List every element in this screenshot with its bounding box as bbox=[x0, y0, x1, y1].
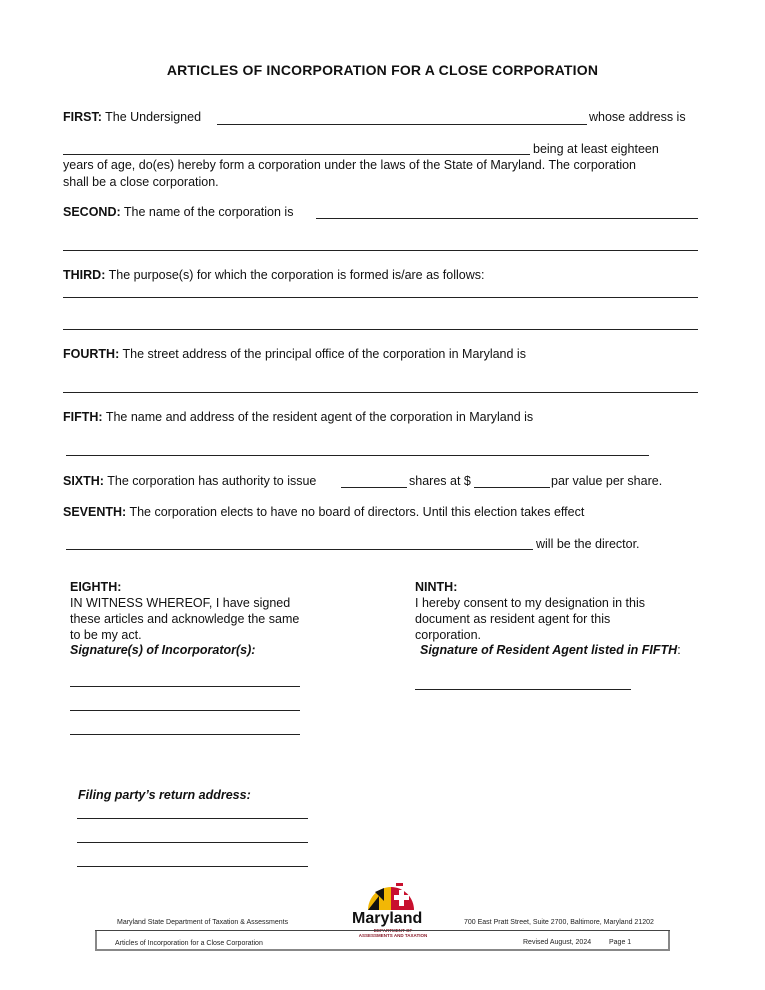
second-text: The name of the corporation is bbox=[123, 205, 294, 219]
footer-rule-top bbox=[95, 930, 670, 931]
return-address-line-3[interactable] bbox=[77, 866, 308, 867]
first-text-1: The Undersigned bbox=[105, 110, 202, 124]
purpose-line-1[interactable] bbox=[63, 297, 698, 298]
maryland-logo-text: Maryland bbox=[352, 910, 423, 927]
footer-rule-bottom bbox=[95, 949, 670, 951]
shares-count-line[interactable] bbox=[341, 487, 407, 488]
resident-agent-signature-label bbox=[420, 642, 681, 658]
sixth-clause bbox=[63, 473, 316, 489]
footer-department: Maryland State Department of Taxation & Assessments bbox=[117, 919, 289, 926]
logo-subtitle-2: ASSESSMENTS AND TAXATION bbox=[358, 933, 428, 938]
fourth-text: The street address of the principal office of the corporation in Maryland is bbox=[122, 347, 526, 361]
maryland-flag-logo bbox=[366, 876, 416, 912]
purpose-line-2[interactable] bbox=[63, 329, 698, 330]
second-label: SECOND: bbox=[63, 205, 121, 219]
eighth-line-2: these articles and acknowledge the same bbox=[70, 612, 300, 626]
sixth-text-3: par value per share. bbox=[551, 474, 663, 488]
corporation-name-line-2[interactable] bbox=[63, 250, 698, 251]
fifth-text: The name and address of the resident agent of the corporation in Maryland is bbox=[105, 410, 534, 424]
return-address-line-1[interactable] bbox=[77, 818, 308, 819]
footer-address: 700 East Pratt Street, Suite 2700, Baltimore, Maryland 21202 bbox=[464, 919, 654, 926]
first-text-3: being at least eighteen bbox=[533, 142, 659, 156]
filing-party-label: Filing party’s return address: bbox=[78, 788, 251, 802]
third-label: THIRD: bbox=[63, 268, 106, 282]
third-text: The purpose(s) for which the corporation is formed is/are as follows: bbox=[108, 268, 485, 282]
seventh-text-2: will be the director. bbox=[536, 537, 640, 551]
footer-form-name: Articles of Incorporation for a Close Corporation bbox=[115, 940, 263, 947]
eighth-line-3: to be my act. bbox=[70, 628, 142, 642]
fifth-clause bbox=[63, 409, 533, 425]
footer-rule-right bbox=[668, 931, 670, 949]
first-text-5: shall be a close corporation. bbox=[63, 175, 219, 189]
return-address-line-2[interactable] bbox=[77, 842, 308, 843]
fifth-label: FIFTH: bbox=[63, 410, 103, 424]
resident-agent-signature-text: Signature of Resident Agent listed in FIFTH bbox=[420, 643, 678, 657]
par-value-line[interactable] bbox=[474, 487, 550, 488]
footer-rule-left bbox=[95, 931, 97, 949]
third-clause bbox=[63, 267, 484, 283]
director-line[interactable] bbox=[66, 549, 533, 550]
ninth-label: NINTH: bbox=[415, 580, 458, 594]
incorporator-signature-label: Signature(s) of Incorporator(s): bbox=[70, 643, 256, 657]
footer-page-number: Page 1 bbox=[609, 939, 632, 946]
incorporator-signature-line-3[interactable] bbox=[70, 734, 300, 735]
undersigned-name-line[interactable] bbox=[217, 124, 587, 125]
fourth-clause bbox=[63, 346, 526, 362]
fourth-label: FOURTH: bbox=[63, 347, 120, 361]
eighth-line-1: IN WITNESS WHEREOF, I have signed bbox=[70, 596, 291, 610]
ninth-line-1: I hereby consent to my designation in this bbox=[415, 596, 645, 610]
logo-subtitle-1: DEPARTMENT OF bbox=[373, 928, 413, 933]
sixth-label: SIXTH: bbox=[63, 474, 104, 488]
address-line[interactable] bbox=[63, 154, 530, 155]
ninth-line-3: corporation. bbox=[415, 628, 482, 642]
seventh-text-1: The corporation elects to have no board of directors. Until this election takes effect bbox=[129, 505, 585, 519]
resident-agent-signature-colon: : bbox=[677, 643, 681, 657]
eighth-label: EIGHTH: bbox=[70, 580, 122, 594]
seventh-clause bbox=[63, 504, 584, 520]
incorporator-signature-line-2[interactable] bbox=[70, 710, 300, 711]
footer-revised: Revised August, 2024 bbox=[523, 939, 592, 946]
principal-office-line[interactable] bbox=[63, 392, 698, 393]
ninth-line-2: document as resident agent for this bbox=[415, 612, 611, 626]
sixth-text-2: shares at $ bbox=[409, 474, 471, 488]
resident-agent-signature-line[interactable] bbox=[415, 689, 631, 690]
first-label: FIRST: bbox=[63, 110, 102, 124]
page-title: ARTICLES OF INCORPORATION FOR A CLOSE CORPORATION bbox=[166, 62, 599, 78]
first-text-4: years of age, do(es) hereby form a corporation under the laws of the State of Maryland. The corporation bbox=[63, 158, 636, 172]
corporation-name-line[interactable] bbox=[316, 218, 698, 219]
seventh-label: SEVENTH: bbox=[63, 505, 127, 519]
second-clause bbox=[63, 204, 293, 220]
sixth-text-1: The corporation has authority to issue bbox=[107, 474, 317, 488]
first-text-2: whose address is bbox=[589, 110, 686, 124]
maryland-flag-icon bbox=[366, 876, 416, 912]
first-clause bbox=[63, 109, 201, 125]
resident-agent-line[interactable] bbox=[66, 455, 649, 456]
incorporator-signature-line-1[interactable] bbox=[70, 686, 300, 687]
